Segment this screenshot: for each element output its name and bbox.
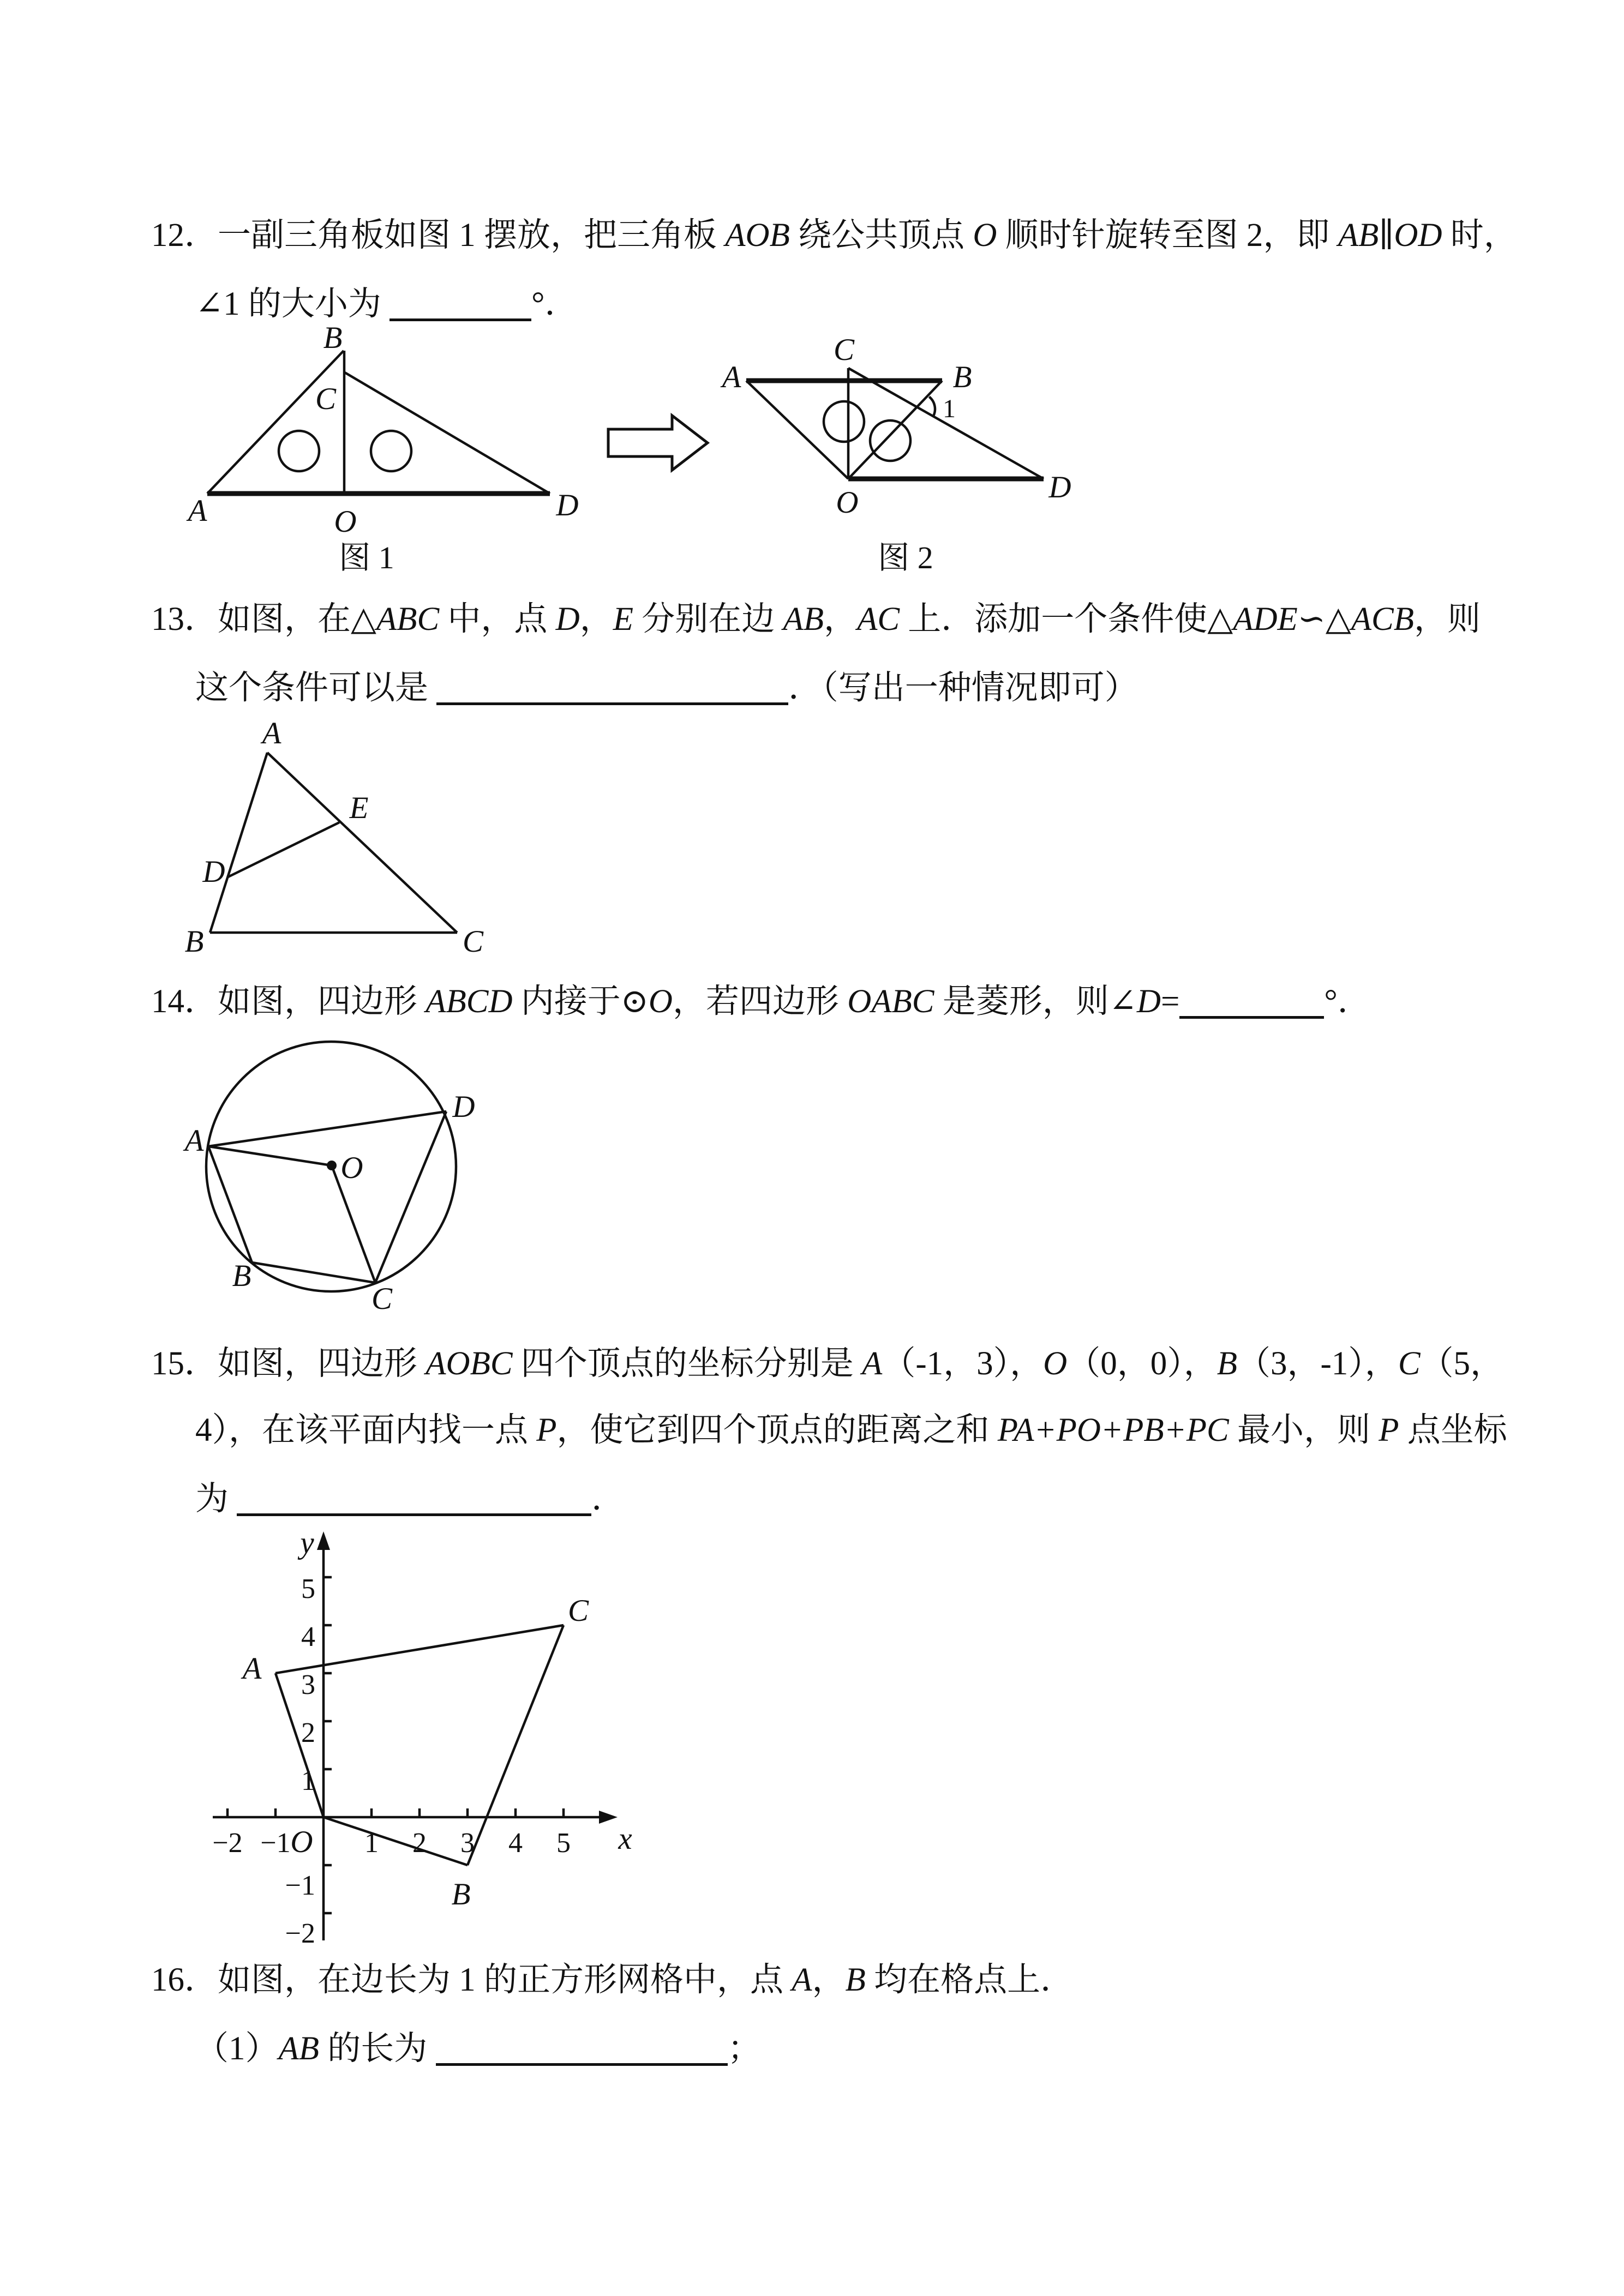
svg-text:−2: −2 bbox=[212, 1828, 243, 1859]
fig1-label-a: A bbox=[188, 494, 207, 528]
fig1-label-c: C bbox=[315, 382, 337, 416]
fig15-y-ticklabels bbox=[285, 1573, 315, 1949]
text-run: 顺时针旋转至图 2，即 bbox=[997, 217, 1338, 254]
fig1-label-b: B bbox=[323, 321, 343, 355]
text-run: °． bbox=[531, 285, 578, 322]
text-run: ； bbox=[727, 2030, 761, 2067]
math-run: PA+PO+PB+PC bbox=[997, 1412, 1229, 1448]
text-run: 13．如图，在△ bbox=[151, 601, 376, 638]
svg-text:1: 1 bbox=[301, 1765, 315, 1796]
text-run: 均在格点上． bbox=[865, 1962, 1074, 1998]
text-run: 上．添加一个条件使△ bbox=[900, 601, 1233, 638]
right-arrow-icon bbox=[608, 416, 708, 470]
text-run: 12．一副三角板如图 1 摆放，把三角板 bbox=[151, 217, 726, 254]
svg-text:3: 3 bbox=[301, 1669, 315, 1700]
svg-text:5: 5 bbox=[556, 1828, 571, 1859]
text-run: 时， bbox=[1442, 217, 1517, 254]
math-run: O bbox=[1043, 1345, 1068, 1382]
fig1-edge-cd bbox=[345, 372, 550, 494]
text-run: 是菱形，则∠ bbox=[934, 983, 1137, 1020]
fig1-caption: 图 1 bbox=[339, 540, 394, 575]
fig14-label-o: O bbox=[340, 1151, 363, 1185]
text-run: ，使它到四个顶点的距离之和 bbox=[556, 1412, 998, 1448]
math-run: A bbox=[792, 1962, 812, 1998]
fig2-label-o: O bbox=[836, 485, 859, 520]
answer-blank bbox=[237, 1482, 591, 1516]
math-run: OD bbox=[1394, 217, 1442, 254]
question-15-line-1 bbox=[151, 1342, 1503, 1385]
text-run: ∠1 的大小为 bbox=[195, 285, 390, 322]
text-run: ，则 bbox=[1414, 601, 1481, 638]
math-run: A bbox=[862, 1345, 883, 1382]
fig2-label-d: D bbox=[1048, 470, 1071, 504]
math-run: ACB bbox=[1351, 601, 1415, 638]
math-run: B bbox=[845, 1962, 866, 1998]
math-run: AOBC bbox=[426, 1345, 513, 1382]
figure-13-diagram bbox=[180, 716, 496, 965]
question-16-line-2 bbox=[195, 2025, 761, 2070]
text-run: 的长为 bbox=[319, 2030, 436, 2067]
fig13-label-a: A bbox=[262, 716, 281, 750]
math-run: ADE bbox=[1233, 601, 1298, 638]
fig14-segment-ao bbox=[208, 1146, 332, 1165]
math-run: AB bbox=[278, 2030, 320, 2067]
math-run: D bbox=[555, 601, 580, 638]
math-run: AB bbox=[1338, 217, 1379, 254]
fig2-label-c: C bbox=[833, 333, 855, 367]
fig15-label-c: C bbox=[567, 1594, 589, 1628]
fig15-label-a: A bbox=[242, 1651, 262, 1686]
text-run: （3，-1）， bbox=[1237, 1345, 1398, 1382]
svg-text:4: 4 bbox=[508, 1828, 523, 1859]
math-run: B bbox=[1216, 1345, 1237, 1382]
fig15-edge-ob bbox=[323, 1817, 468, 1865]
text-run: ， bbox=[579, 601, 613, 638]
math-run: AB bbox=[783, 601, 824, 638]
fig13-label-c: C bbox=[462, 924, 484, 959]
fig14-center-dot bbox=[327, 1161, 337, 1170]
answer-blank bbox=[389, 287, 531, 321]
text-run: （-1，3）， bbox=[882, 1345, 1044, 1382]
fig14-label-c: C bbox=[371, 1282, 393, 1316]
text-run: ∽△ bbox=[1297, 601, 1351, 638]
fig2-set-squares bbox=[720, 333, 1071, 575]
math-run: ABCD bbox=[426, 983, 513, 1020]
fig14-chord-ad bbox=[208, 1111, 446, 1146]
math-run: OABC bbox=[847, 983, 934, 1020]
fig15-label-y-axis: y bbox=[300, 1526, 314, 1560]
text-run: （0，0）， bbox=[1067, 1345, 1217, 1382]
text-run: 14．如图，四边形 bbox=[151, 983, 426, 1020]
math-run: E bbox=[613, 601, 633, 638]
svg-text:5: 5 bbox=[301, 1573, 315, 1604]
text-run: 16．如图，在边长为 1 的正方形网格中，点 bbox=[151, 1962, 792, 1998]
figure-15-coordinate-plane bbox=[202, 1519, 644, 1952]
text-run: （5， bbox=[1420, 1345, 1504, 1382]
text-run: ， bbox=[812, 1962, 846, 1998]
fig15-x-arrowhead bbox=[599, 1811, 618, 1824]
svg-text:2: 2 bbox=[412, 1828, 427, 1859]
fig15-x-ticklabels bbox=[212, 1828, 571, 1859]
fig15-edge-ao bbox=[275, 1673, 323, 1817]
text-run: ， bbox=[824, 601, 858, 638]
text-run: 这个条件可以是 bbox=[195, 669, 437, 706]
text-run: 为 bbox=[195, 1480, 237, 1517]
fig15-label-b: B bbox=[451, 1877, 471, 1912]
fig1-label-o: O bbox=[334, 504, 357, 539]
fig1-hole-left bbox=[279, 431, 319, 471]
text-run: （1） bbox=[195, 2030, 279, 2067]
svg-text:2: 2 bbox=[301, 1717, 315, 1748]
math-run: C bbox=[1398, 1345, 1421, 1382]
question-13-line-1 bbox=[151, 598, 1481, 641]
answer-blank bbox=[1179, 984, 1324, 1019]
fig1-hole-right bbox=[371, 431, 411, 471]
svg-text:−2: −2 bbox=[285, 1918, 315, 1949]
math-run: ABC bbox=[376, 601, 440, 638]
math-run: P bbox=[1379, 1412, 1399, 1448]
fig14-chord-dc bbox=[375, 1111, 446, 1283]
fig1-set-squares bbox=[186, 321, 579, 575]
fig14-chord-ab bbox=[208, 1146, 252, 1263]
text-run: ．（写出一种情况即可） bbox=[788, 669, 1138, 706]
fig2-hole-left bbox=[824, 401, 864, 442]
fig14-chord-bc bbox=[252, 1263, 375, 1283]
fig2-label-angle1: 1 bbox=[943, 394, 956, 423]
fig15-edge-ca bbox=[275, 1625, 564, 1673]
fig13-label-b: B bbox=[184, 924, 204, 959]
fig13-label-e: E bbox=[349, 791, 369, 825]
fig14-label-d: D bbox=[452, 1090, 475, 1124]
fig2-edge-ao bbox=[746, 381, 848, 479]
fig15-y-arrowhead bbox=[317, 1531, 330, 1550]
fig14-label-b: B bbox=[232, 1259, 251, 1293]
math-run: D bbox=[1136, 983, 1161, 1020]
math-run: AOB bbox=[725, 217, 790, 254]
fig15-label-x-axis: x bbox=[618, 1822, 632, 1856]
text-run: 中，点 bbox=[439, 601, 556, 638]
math-run: AC bbox=[857, 601, 900, 638]
question-16-line-1 bbox=[151, 1958, 1074, 2002]
question-12-line-1 bbox=[151, 214, 1517, 257]
fig15-label-origin: O bbox=[290, 1825, 313, 1859]
math-run: O bbox=[648, 983, 673, 1020]
answer-blank bbox=[436, 2031, 728, 2066]
svg-text:−1: −1 bbox=[285, 1870, 315, 1901]
text-run: 点坐标 bbox=[1399, 1412, 1507, 1448]
text-run: = bbox=[1160, 983, 1180, 1020]
fig1-label-d: D bbox=[556, 488, 579, 522]
text-run: 内接于⊙ bbox=[512, 983, 649, 1020]
fig13-segment-de bbox=[228, 822, 339, 877]
text-run: 4），在该平面内找一点 bbox=[195, 1412, 537, 1448]
question-15-line-3 bbox=[195, 1475, 625, 1520]
fig2-label-a: A bbox=[722, 360, 741, 394]
math-run: P bbox=[536, 1412, 557, 1448]
text-run: 最小，则 bbox=[1229, 1412, 1379, 1448]
text-run: ∥ bbox=[1379, 217, 1394, 254]
text-run: °． bbox=[1324, 983, 1371, 1020]
fig2-hole-right bbox=[870, 420, 910, 461]
fig14-label-a: A bbox=[184, 1123, 204, 1158]
svg-text:3: 3 bbox=[460, 1828, 475, 1859]
fig2-label-b: B bbox=[952, 360, 972, 394]
question-15-line-2 bbox=[195, 1409, 1507, 1452]
math-run: O bbox=[973, 217, 997, 254]
question-13-line-2 bbox=[195, 664, 1138, 710]
fig2-caption: 图 2 bbox=[878, 540, 933, 575]
svg-text:1: 1 bbox=[364, 1828, 379, 1859]
svg-text:4: 4 bbox=[301, 1621, 315, 1652]
figure-14-diagram bbox=[164, 1036, 546, 1342]
text-run: 15．如图，四边形 bbox=[151, 1345, 426, 1382]
fig1-edge-ab bbox=[207, 351, 344, 494]
text-run: ，若四边形 bbox=[672, 983, 848, 1020]
text-run: ． bbox=[591, 1480, 625, 1517]
text-run: 四个顶点的坐标分别是 bbox=[512, 1345, 862, 1382]
answer-blank bbox=[436, 671, 788, 705]
text-run: 分别在边 bbox=[633, 601, 783, 638]
fig13-label-d: D bbox=[202, 855, 225, 889]
question-14-line-1 bbox=[151, 978, 1371, 1023]
figure-12-diagram bbox=[164, 319, 1156, 575]
fig13-edge-ab bbox=[210, 753, 267, 933]
text-run: 绕公共顶点 bbox=[789, 217, 973, 254]
svg-text:−1: −1 bbox=[260, 1828, 291, 1859]
